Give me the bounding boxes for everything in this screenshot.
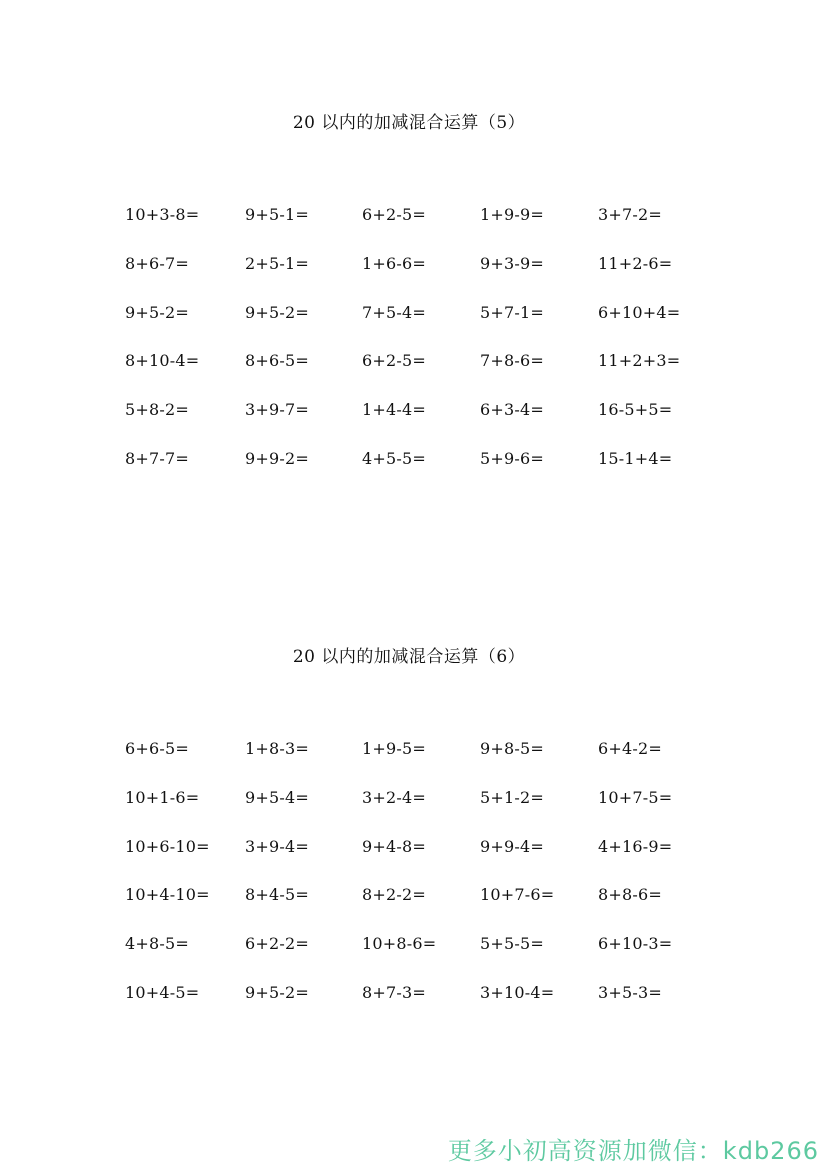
section-title: 20 以内的加减混合运算（6） (292, 647, 526, 667)
math-problem: 8+4-5= (245, 885, 309, 905)
math-problem: 5+7-1= (480, 302, 544, 322)
math-problem: 8+7-3= (362, 982, 426, 1002)
math-problem: 3+9-7= (245, 400, 309, 420)
math-problem: 6+10-3= (598, 934, 673, 954)
math-problem: 6+6-5= (125, 739, 189, 758)
math-problem: 7+8-6= (480, 351, 544, 371)
math-problem: 6+2-5= (362, 205, 426, 224)
math-problem: 6+3-4= (480, 400, 544, 420)
math-problem: 3+2-4= (362, 787, 426, 807)
math-problem: 9+5-2= (125, 302, 189, 322)
section-title: 20 以内的加减混合运算（5） (292, 113, 526, 133)
math-problem: 10+6-10= (125, 836, 210, 856)
math-problem: 9+8-5= (480, 739, 544, 758)
math-problem: 10+8-6= (362, 934, 437, 954)
math-problem: 8+2-2= (362, 885, 426, 905)
math-problem: 1+8-3= (245, 739, 309, 758)
math-problem: 15-1+4= (598, 448, 673, 468)
math-problem: 4+5-5= (362, 448, 426, 468)
footer-watermark: 更多小初高资源加微信：kdb266 (447, 1137, 819, 1165)
math-problem: 11+2-6= (598, 253, 673, 273)
math-problem: 6+10+4= (598, 302, 681, 322)
math-problem: 9+5-1= (245, 205, 309, 224)
math-problem: 1+6-6= (362, 253, 426, 273)
math-problem: 10+7-6= (480, 885, 555, 905)
math-problem: 5+9-6= (480, 448, 544, 468)
math-problem: 11+2+3= (598, 351, 681, 371)
math-problem: 5+5-5= (480, 934, 544, 954)
math-problem: 10+4-5= (125, 982, 200, 1002)
math-problem: 3+10-4= (480, 982, 555, 1002)
math-problem: 9+9-2= (245, 448, 309, 468)
math-problem: 3+7-2= (598, 205, 662, 224)
math-problem: 9+4-8= (362, 836, 426, 856)
math-problem: 8+8-6= (598, 885, 662, 905)
math-problem: 4+16-9= (598, 836, 673, 856)
math-problem: 8+6-7= (125, 253, 189, 273)
math-problem: 9+9-4= (480, 836, 544, 856)
math-problem: 1+4-4= (362, 400, 426, 420)
math-problem: 16-5+5= (598, 400, 673, 420)
math-problem: 5+1-2= (480, 787, 544, 807)
math-problem: 10+7-5= (598, 787, 673, 807)
math-problem: 6+2-5= (362, 351, 426, 371)
math-problem: 1+9-5= (362, 739, 426, 758)
math-problem: 10+1-6= (125, 787, 200, 807)
math-problem: 5+8-2= (125, 400, 189, 420)
math-problem: 10+4-10= (125, 885, 210, 905)
math-problem: 7+5-4= (362, 302, 426, 322)
math-problem: 9+3-9= (480, 253, 544, 273)
math-problem: 10+3-8= (125, 205, 200, 224)
math-problem: 8+6-5= (245, 351, 309, 371)
math-problem: 2+5-1= (245, 253, 309, 273)
math-problem: 6+2-2= (245, 934, 309, 954)
math-problem: 4+8-5= (125, 934, 189, 954)
math-problem: 9+5-2= (245, 982, 309, 1002)
math-problem: 6+4-2= (598, 739, 662, 758)
math-problem: 9+5-4= (245, 787, 309, 807)
math-problem: 8+7-7= (125, 448, 189, 468)
math-problem: 3+9-4= (245, 836, 309, 856)
math-problem: 8+10-4= (125, 351, 200, 371)
math-problem: 9+5-2= (245, 302, 309, 322)
math-problem: 3+5-3= (598, 982, 662, 1002)
math-problem: 1+9-9= (480, 205, 544, 224)
